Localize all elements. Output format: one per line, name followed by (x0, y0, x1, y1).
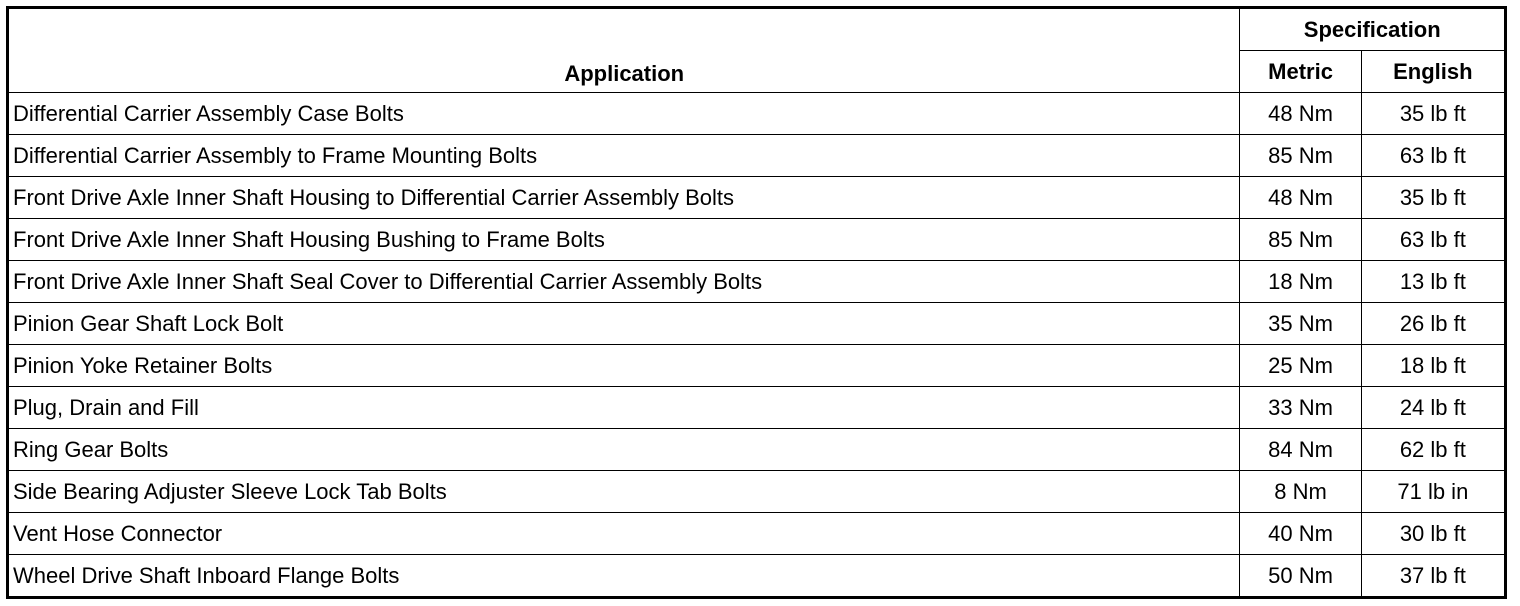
english-cell: 63 lb ft (1361, 219, 1505, 261)
table-header (8, 8, 1506, 93)
metric-cell: 35 Nm (1240, 303, 1361, 345)
application-cell: Pinion Gear Shaft Lock Bolt (8, 303, 1240, 345)
specification-column-header: Specification (1240, 8, 1506, 51)
table-row (8, 387, 1506, 429)
table-row (8, 555, 1506, 598)
english-cell: 71 lb in (1361, 471, 1505, 513)
application-cell: Plug, Drain and Fill (8, 387, 1240, 429)
english-cell: 13 lb ft (1361, 261, 1505, 303)
metric-cell: 85 Nm (1240, 135, 1361, 177)
table-row (8, 177, 1506, 219)
english-cell: 30 lb ft (1361, 513, 1505, 555)
table-row (8, 261, 1506, 303)
metric-cell: 48 Nm (1240, 177, 1361, 219)
metric-cell: 25 Nm (1240, 345, 1361, 387)
english-cell: 62 lb ft (1361, 429, 1505, 471)
metric-cell: 8 Nm (1240, 471, 1361, 513)
english-cell: 24 lb ft (1361, 387, 1505, 429)
application-cell: Front Drive Axle Inner Shaft Seal Cover to Differential Carrier Assembly Bolts (8, 261, 1240, 303)
table-body (8, 93, 1506, 598)
table-row (8, 345, 1506, 387)
english-cell: 18 lb ft (1361, 345, 1505, 387)
metric-cell: 50 Nm (1240, 555, 1361, 598)
english-cell: 35 lb ft (1361, 93, 1505, 135)
table-row (8, 135, 1506, 177)
header-row-top (8, 8, 1506, 51)
metric-cell: 84 Nm (1240, 429, 1361, 471)
table-row (8, 219, 1506, 261)
application-cell: Side Bearing Adjuster Sleeve Lock Tab Bolts (8, 471, 1240, 513)
fastener-specification-table (6, 6, 1507, 599)
metric-cell: 18 Nm (1240, 261, 1361, 303)
english-column-header: English (1361, 51, 1505, 93)
metric-cell: 33 Nm (1240, 387, 1361, 429)
application-cell: Ring Gear Bolts (8, 429, 1240, 471)
table-row (8, 303, 1506, 345)
application-column-header: Application (8, 8, 1240, 93)
english-cell: 35 lb ft (1361, 177, 1505, 219)
english-cell: 26 lb ft (1361, 303, 1505, 345)
metric-cell: 40 Nm (1240, 513, 1361, 555)
table-row (8, 471, 1506, 513)
application-cell: Vent Hose Connector (8, 513, 1240, 555)
table-row (8, 93, 1506, 135)
metric-cell: 48 Nm (1240, 93, 1361, 135)
application-cell: Wheel Drive Shaft Inboard Flange Bolts (8, 555, 1240, 598)
english-cell: 37 lb ft (1361, 555, 1505, 598)
metric-column-header: Metric (1240, 51, 1361, 93)
application-cell: Pinion Yoke Retainer Bolts (8, 345, 1240, 387)
table-row (8, 429, 1506, 471)
english-cell: 63 lb ft (1361, 135, 1505, 177)
application-cell: Differential Carrier Assembly to Frame Mounting Bolts (8, 135, 1240, 177)
application-cell: Differential Carrier Assembly Case Bolts (8, 93, 1240, 135)
table-row (8, 513, 1506, 555)
metric-cell: 85 Nm (1240, 219, 1361, 261)
application-cell: Front Drive Axle Inner Shaft Housing to Differential Carrier Assembly Bolts (8, 177, 1240, 219)
application-cell: Front Drive Axle Inner Shaft Housing Bushing to Frame Bolts (8, 219, 1240, 261)
